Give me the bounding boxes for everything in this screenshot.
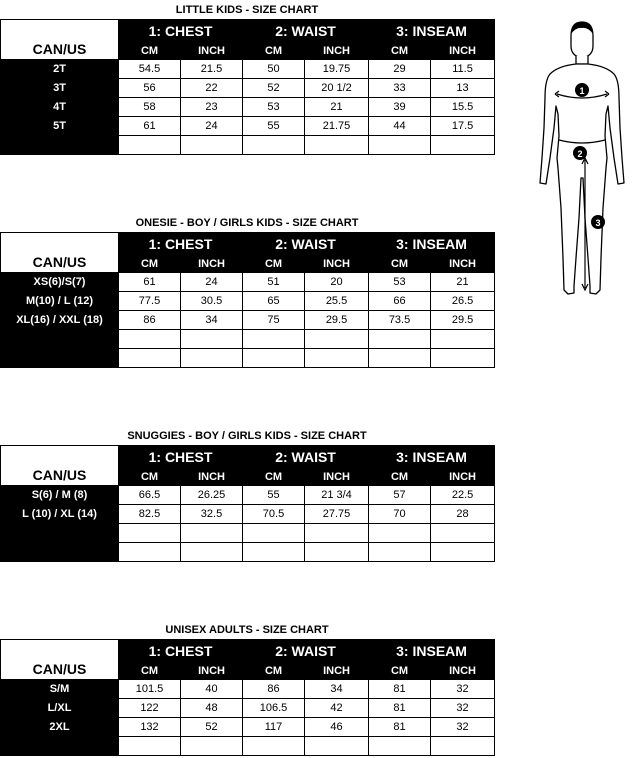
measurement-cell: 24	[181, 273, 243, 292]
size-label: 2T	[1, 60, 119, 79]
unit-header: INCH	[305, 469, 369, 486]
measurement-cell: 101.5	[119, 680, 181, 699]
measurement-cell: 58	[119, 98, 181, 117]
measurement-cell: 46	[305, 718, 369, 737]
size-label: 4T	[1, 98, 119, 117]
size-column-header: CAN/US	[1, 20, 119, 60]
measurement-cell: 26.25	[181, 486, 243, 505]
measurement-group-header: 3: INSEAM	[369, 20, 495, 43]
size-label: XS(6)/S(7)	[1, 273, 119, 292]
table-row	[1, 486, 495, 505]
size-label: L (10) / XL (14)	[1, 505, 119, 524]
table-row	[1, 524, 495, 543]
unit-header: CM	[369, 469, 431, 486]
measurement-cell: 75	[243, 311, 305, 330]
measurement-cell: 21.5	[181, 60, 243, 79]
unit-header: INCH	[431, 663, 495, 680]
table-row	[1, 680, 495, 699]
measurement-cell: 44	[369, 117, 431, 136]
chart-title: LITTLE KIDS - SIZE CHART	[175, 4, 319, 16]
measurement-cell: 82.5	[119, 505, 181, 524]
measurement-cell: 19.75	[305, 60, 369, 79]
measurement-cell: 21.75	[305, 117, 369, 136]
measurement-group-header: 2: WAIST	[243, 640, 369, 663]
measurement-cell: 48	[181, 699, 243, 718]
measurement-cell: 23	[181, 98, 243, 117]
measurement-group-header: 2: WAIST	[243, 233, 369, 256]
measurement-cell	[181, 524, 243, 543]
measurement-cell: 20	[305, 273, 369, 292]
measurement-group-header: 2: WAIST	[243, 446, 369, 469]
measurement-cell: 20 1/2	[305, 79, 369, 98]
measurement-cell: 53	[369, 273, 431, 292]
table-row	[1, 737, 495, 756]
size-column-header: CAN/US	[1, 233, 119, 273]
unit-header: CM	[119, 469, 181, 486]
unit-header: CM	[243, 256, 305, 273]
marker-inseam	[591, 215, 605, 229]
unit-header: CM	[369, 663, 431, 680]
measurement-cell: 55	[243, 486, 305, 505]
table-row	[1, 117, 495, 136]
measurement-cell	[431, 524, 495, 543]
size-label: 5T	[1, 117, 119, 136]
measurement-cell: 66.5	[119, 486, 181, 505]
measurement-cell: 86	[243, 680, 305, 699]
measurement-cell: 21 3/4	[305, 486, 369, 505]
measurement-cell: 32.5	[181, 505, 243, 524]
measurement-cell: 21	[305, 98, 369, 117]
measurement-group-header: 1: CHEST	[119, 640, 243, 663]
measurement-cell	[431, 330, 495, 349]
measurement-cell: 13	[431, 79, 495, 98]
unit-header: INCH	[181, 43, 243, 60]
size-column-header: CAN/US	[1, 640, 119, 680]
measurement-cell	[305, 737, 369, 756]
unit-header: INCH	[181, 256, 243, 273]
unit-header: INCH	[305, 663, 369, 680]
measurement-cell	[181, 349, 243, 368]
measurement-group-header: 3: INSEAM	[369, 640, 495, 663]
measurement-cell: 17.5	[431, 117, 495, 136]
table-row	[1, 136, 495, 155]
measurement-cell: 27.75	[305, 505, 369, 524]
measurement-cell: 55	[243, 117, 305, 136]
measurement-cell: 11.5	[431, 60, 495, 79]
measurement-cell	[119, 136, 181, 155]
measurement-cell: 15.5	[431, 98, 495, 117]
measurement-cell: 30.5	[181, 292, 243, 311]
measurement-cell: 81	[369, 680, 431, 699]
measurement-cell	[181, 330, 243, 349]
measurement-cell	[119, 330, 181, 349]
table-row	[1, 60, 495, 79]
measurement-cell: 24	[181, 117, 243, 136]
measurement-cell: 70.5	[243, 505, 305, 524]
measurement-cell	[243, 524, 305, 543]
measurement-group-header: 2: WAIST	[243, 20, 369, 43]
svg-text:2: 2	[577, 149, 583, 159]
measurement-cell	[431, 349, 495, 368]
size-label	[1, 136, 119, 155]
measurement-cell	[305, 543, 369, 562]
measurement-cell	[243, 136, 305, 155]
unit-header: CM	[369, 256, 431, 273]
measurement-cell: 132	[119, 718, 181, 737]
svg-text:3: 3	[595, 218, 601, 228]
measurement-cell: 73.5	[369, 311, 431, 330]
measurement-cell	[243, 737, 305, 756]
table-row	[1, 292, 495, 311]
measurement-cell: 81	[369, 699, 431, 718]
measurement-cell	[243, 543, 305, 562]
measurement-cell	[305, 330, 369, 349]
unit-header: INCH	[431, 469, 495, 486]
measurement-group-header: 1: CHEST	[119, 446, 243, 469]
measurement-cell: 61	[119, 273, 181, 292]
unit-header: CM	[119, 663, 181, 680]
size-label: L/XL	[1, 699, 119, 718]
measurement-group-header: 1: CHEST	[119, 233, 243, 256]
measurement-cell	[181, 543, 243, 562]
table-row	[1, 330, 495, 349]
size-table	[0, 639, 495, 756]
measurement-cell: 34	[305, 680, 369, 699]
unit-header: INCH	[181, 469, 243, 486]
measurement-cell	[243, 330, 305, 349]
measurement-cell: 77.5	[119, 292, 181, 311]
measurement-cell	[369, 330, 431, 349]
measurement-cell	[119, 524, 181, 543]
size-label	[1, 349, 119, 368]
measurement-cell	[369, 136, 431, 155]
measurement-cell: 117	[243, 718, 305, 737]
table-row	[1, 79, 495, 98]
measurement-cell	[305, 524, 369, 543]
measurement-cell	[431, 136, 495, 155]
table-row	[1, 505, 495, 524]
measurement-cell: 33	[369, 79, 431, 98]
unit-header: INCH	[431, 256, 495, 273]
chart-title: SNUGGIES - BOY / GIRLS KIDS - SIZE CHART	[127, 430, 367, 442]
unit-header: CM	[243, 43, 305, 60]
body-measurement-figure	[528, 18, 636, 302]
size-column-header: CAN/US	[1, 446, 119, 486]
size-label: M(10) / L (12)	[1, 292, 119, 311]
table-row	[1, 718, 495, 737]
measurement-cell: 52	[243, 79, 305, 98]
measurement-cell: 34	[181, 311, 243, 330]
measurement-cell: 70	[369, 505, 431, 524]
measurement-cell	[305, 136, 369, 155]
measurement-cell: 26.5	[431, 292, 495, 311]
marker-chest	[575, 83, 589, 97]
measurement-cell	[181, 136, 243, 155]
measurement-cell: 66	[369, 292, 431, 311]
measurement-cell: 61	[119, 117, 181, 136]
measurement-cell: 29.5	[431, 311, 495, 330]
size-label: 2XL	[1, 718, 119, 737]
measurement-cell: 51	[243, 273, 305, 292]
unit-header: CM	[119, 256, 181, 273]
measurement-cell: 81	[369, 718, 431, 737]
table-row	[1, 311, 495, 330]
unit-header: INCH	[305, 43, 369, 60]
unit-header: CM	[369, 43, 431, 60]
size-label: S/M	[1, 680, 119, 699]
measurement-cell: 32	[431, 680, 495, 699]
table-row	[1, 349, 495, 368]
measurement-cell	[369, 543, 431, 562]
measurement-cell: 39	[369, 98, 431, 117]
measurement-cell: 57	[369, 486, 431, 505]
measurement-cell	[305, 349, 369, 368]
measurement-cell: 56	[119, 79, 181, 98]
measurement-group-header: 3: INSEAM	[369, 446, 495, 469]
measurement-cell: 22	[181, 79, 243, 98]
size-label	[1, 737, 119, 756]
size-table	[0, 445, 495, 562]
chart-title: UNISEX ADULTS - SIZE CHART	[165, 624, 329, 636]
measurement-cell	[243, 349, 305, 368]
unit-header: INCH	[431, 43, 495, 60]
table-row	[1, 98, 495, 117]
measurement-cell: 29.5	[305, 311, 369, 330]
table-row	[1, 699, 495, 718]
size-label: 3T	[1, 79, 119, 98]
measurement-cell: 53	[243, 98, 305, 117]
measurement-cell	[431, 737, 495, 756]
measurement-cell	[119, 543, 181, 562]
unit-header: INCH	[181, 663, 243, 680]
measurement-cell: 65	[243, 292, 305, 311]
size-label: S(6) / M (8)	[1, 486, 119, 505]
measurement-cell: 42	[305, 699, 369, 718]
chart-title: ONESIE - BOY / GIRLS KIDS - SIZE CHART	[135, 217, 359, 229]
unit-header: CM	[243, 469, 305, 486]
measurement-cell	[369, 349, 431, 368]
svg-text:1: 1	[579, 86, 585, 96]
measurement-cell	[431, 543, 495, 562]
measurement-cell: 25.5	[305, 292, 369, 311]
measurement-cell: 106.5	[243, 699, 305, 718]
measurement-cell: 32	[431, 699, 495, 718]
size-table	[0, 232, 495, 368]
size-label	[1, 543, 119, 562]
measurement-cell	[119, 737, 181, 756]
table-row	[1, 543, 495, 562]
measurement-cell: 50	[243, 60, 305, 79]
size-label	[1, 524, 119, 543]
measurement-group-header: 1: CHEST	[119, 20, 243, 43]
measurement-cell: 32	[431, 718, 495, 737]
measurement-cell: 122	[119, 699, 181, 718]
measurement-cell: 52	[181, 718, 243, 737]
size-table	[0, 19, 495, 155]
measurement-group-header: 3: INSEAM	[369, 233, 495, 256]
measurement-cell: 54.5	[119, 60, 181, 79]
measurement-cell	[369, 524, 431, 543]
unit-header: INCH	[305, 256, 369, 273]
table-row	[1, 273, 495, 292]
size-label	[1, 330, 119, 349]
measurement-cell	[119, 349, 181, 368]
measurement-cell: 21	[431, 273, 495, 292]
size-label: XL(16) / XXL (18)	[1, 311, 119, 330]
measurement-cell	[181, 737, 243, 756]
measurement-cell: 40	[181, 680, 243, 699]
marker-waist	[573, 146, 587, 160]
unit-header: CM	[119, 43, 181, 60]
measurement-cell: 29	[369, 60, 431, 79]
measurement-cell: 28	[431, 505, 495, 524]
measurement-cell: 22.5	[431, 486, 495, 505]
unit-header: CM	[243, 663, 305, 680]
measurement-cell: 86	[119, 311, 181, 330]
measurement-cell	[369, 737, 431, 756]
